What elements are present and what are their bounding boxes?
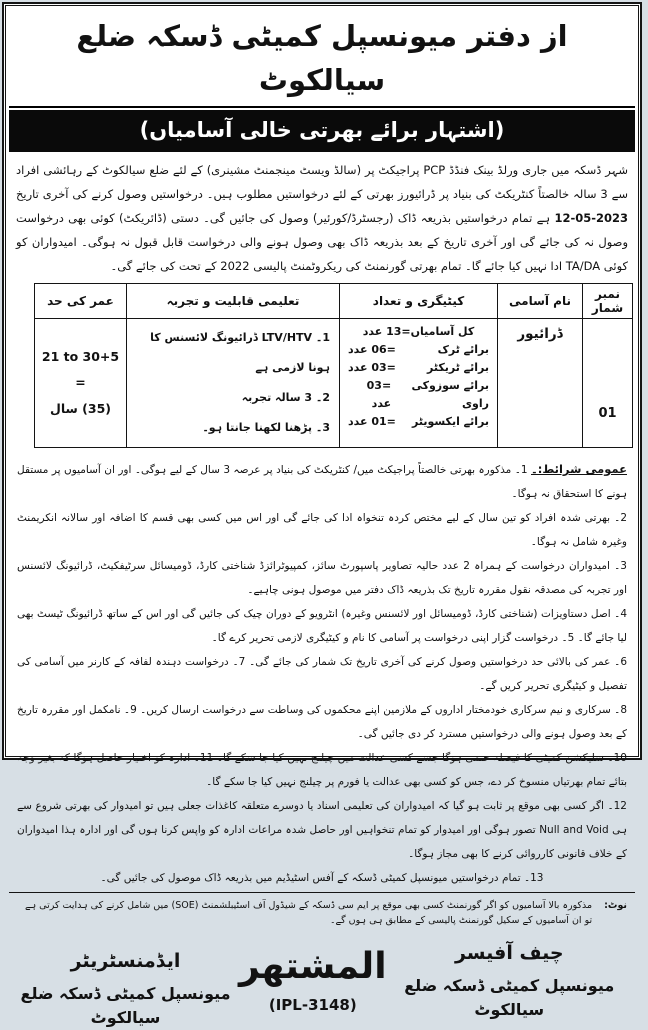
advertiser-title: المشتھر xyxy=(239,946,387,987)
ipl-code: (IPL-3148) xyxy=(268,996,357,1014)
signature-block xyxy=(9,930,635,1030)
signatory-org: میونسپل کمیٹی ڈسکہ ضلع سیالکوٹ xyxy=(404,976,615,1019)
qualification-item: 1۔ LTV/HTV ڈرائیونگ لائسنس کا ہونا لازمی ہے xyxy=(150,331,330,374)
condition-line: 2۔ بھرتی شدہ افراد کو تین سال کے لیے مختص کردہ تنخواہ ادا کی جائے گی اور اس میں کسی بھی قسم کا اضافہ اور سالانہ انکریمنٹ وغیرہ شامل نہ ہوگا۔ xyxy=(17,512,627,548)
condition-line xyxy=(17,457,627,506)
general-conditions xyxy=(9,452,635,892)
masthead xyxy=(9,6,635,108)
col-serial-number: نمبر شمار xyxy=(583,284,633,319)
col-qualification: تعلیمی قابلیت و تجربہ xyxy=(127,284,340,319)
footnote xyxy=(9,892,635,930)
qualification-cell xyxy=(127,319,340,448)
post-name: ڈرائیور xyxy=(498,319,583,448)
ad-outer-frame xyxy=(2,2,642,1027)
category-suzuki-ravi xyxy=(348,377,489,413)
conditions-heading: عمومی شرائط:۔ xyxy=(531,462,627,476)
category-label: برائے ٹرک xyxy=(437,343,489,356)
category-count: =01 عدد xyxy=(348,415,396,428)
signature-chief-officer xyxy=(390,934,629,1030)
table-row xyxy=(35,319,633,448)
page-title: از دفتر میونسپل کمیٹی ڈسکہ ضلع سیالکوٹ xyxy=(76,19,568,97)
category-label: برائے ایکسویٹر xyxy=(412,415,489,428)
condition-text: 1۔ مذکورہ بھرتی خالصتاً پراجیکٹ میں/ کنٹریکٹ کی بنیاد پر عرصہ 3 سال کے لیے ہوگی۔ اور ان آسامیوں پر مستقل ہونے کا استحقاق نہ ہوگا۔ xyxy=(17,464,627,500)
category-label: برائے سوزوکی راوی xyxy=(411,379,489,410)
category-tractor xyxy=(348,359,489,377)
col-category-count: کیٹیگری و تعداد xyxy=(340,284,498,319)
signatory-role: ایڈمنسٹریٹر xyxy=(70,950,181,972)
banner-title: (اشتہار برائے بھرتی خالی آسامیاں) xyxy=(9,110,635,152)
intro-paragraph xyxy=(9,152,635,280)
signatory-org: میونسپل کمیٹی ڈسکہ ضلع سیالکوٹ xyxy=(20,984,231,1027)
serial-number: 01 xyxy=(583,319,633,448)
intro-text-1: شہر ڈسکہ میں جاری ورلڈ بینک فنڈڈ PCP پراجیکٹ پر (سالڈ ویسٹ مینجمنٹ مشینری) کے لئے ضلع سیالکوٹ کے رہائشی افراد سے 3 سالہ خالصتاً کنٹریکٹ کی بنیاد پر ڈرائیورز بھرتی کے لئے درخواستیں مطلوب ہیں۔ درخواستیں وصول کرنے کی آخری تاریخ xyxy=(16,163,628,201)
category-excavator xyxy=(348,413,489,431)
col-post-name: نام آسامی xyxy=(498,284,583,319)
col-age-limit: عمر کی حد xyxy=(35,284,127,319)
total-posts: کل آسامیاں=13 عدد xyxy=(362,325,475,338)
qualification-item: 2۔ 3 سالہ تجربہ xyxy=(241,391,330,404)
category-count: =03 عدد xyxy=(366,379,392,410)
condition-line: 4۔ اصل دستاویزات (شناختی کارڈ، ڈومیسائل اور لائسنس وغیرہ) انٹرویو کے دوران چیک کی جائیں گی اور اس کے ساتھ ڈرائیونگ ٹیسٹ بھی لیا جائے گا۔ 5۔ درخواست گزار اپنی درخواست پر آسامی کا نام و کیٹیگری لازمی تحریر کرے گا۔ xyxy=(17,608,627,644)
condition-line: 8۔ سرکاری و نیم سرکاری خودمختار اداروں کے ملازمین اپنے محکموں کی وساطت سے درخواست ارسال کریں۔ 9۔ نامکمل اور مقررہ تاریخ کے بعد وصول ہونے والی درخواستیں مسترد کر دی جائیں گی۔ xyxy=(17,704,627,740)
category-label: برائے ٹریکٹر xyxy=(427,361,489,374)
category-count: =06 عدد xyxy=(348,343,396,356)
table-header-row xyxy=(35,284,633,319)
note-text: مذکورہ بالا آسامیوں کو اگر گورنمنٹ کسی بھی موقع پر ایم سی ڈسکہ کے شیڈول آف اسٹیبلشمنٹ (SOE) میں شامل کرنے کی ہدایت کرتی ہے تو ان آسامیوں کے سکیل گورنمنٹ پالیسی کے مطابق ہی ہوں گے۔ xyxy=(25,900,593,926)
age-range: 21 to 30+5 = xyxy=(41,349,120,390)
signatory-role: چیف آفیسر xyxy=(454,942,564,964)
newspaper-ad-page xyxy=(0,2,648,1027)
category-cell xyxy=(340,319,498,448)
age-max: (35) سال xyxy=(49,401,112,416)
signature-administrator xyxy=(15,934,236,1030)
deadline-date: 12-05-2023 xyxy=(554,211,628,225)
advertiser-block xyxy=(236,934,390,1030)
age-limit-cell xyxy=(35,319,127,448)
condition-line: 6۔ عمر کی بالائی حد درخواستیں وصول کرنے کی آخری تاریخ تک شمار کی جائے گی۔ 7۔ درخواست دہندہ لفافہ کے کارنر میں آسامی کی تفصیل و کیٹیگری تحریر کریں گے۔ xyxy=(17,656,628,692)
ad-inner-frame xyxy=(5,5,639,1027)
category-count: =03 عدد xyxy=(348,361,396,374)
category-truck xyxy=(348,341,489,359)
qualification-item: 3۔ پڑھنا لکھنا جانتا ہو۔ xyxy=(202,421,330,434)
condition-line: 3۔ امیدواران درخواست کے ہمراہ 2 عدد حالیہ تصاویر پاسپورٹ سائز، کمپیوٹرائزڈ شناختی کارڈ، ڈومیسائل سرٹیفکیٹ، ڈرائیونگ لائسنس اور تجربہ کی مصدقہ نقول مقررہ تاریخ تک بذریعہ ڈاک دفتر میں موصول ہونی چاہیے۔ xyxy=(17,560,627,596)
recruitment-table xyxy=(34,283,633,448)
note-label: نوٹ: xyxy=(604,900,627,911)
intro-text-2: ہے تمام درخواستیں بذریعہ ڈاک (رجسٹرڈ/کورئیر) وصول کی جائیں گی۔ دستی (ڈائریکٹ) کوئی بھی درخواست وصول نہ کی جائے گی اور آخری تاریخ کے بعد بذریعہ ڈاک بھی وصول ہونے والی درخواست قابل قبول نہ ہوگی۔ امیدواران کو کوئی TA/DA ادا نہیں کیا جائے گا۔ تمام بھرتی گورنمنٹ کی ریکروٹمنٹ پالیسی 2022 کے تحت کی جائے گی۔ xyxy=(16,211,628,273)
condition-line: 12۔ اگر کسی بھی موقع پر ثابت ہو گیا کہ امیدواران کی تعلیمی اسناد یا دوسرے متعلقہ کاغذات جعلی ہیں تو امیدوار کی بھرتی شروع سے ہی Null and Void تصور ہوگی اور امیدوار کو تمام تنخواہیں اور حاصل شدہ مراعات ادارہ کو واپس کرنا ہوں گی اور ادارہ ہذا امیدواران کے خلاف قانونی کارروائی کرنے کا بھی مجاز ہوگا۔ xyxy=(17,800,627,860)
condition-line: 10۔ سلیکشن کمیٹی کا فیصلہ حتمی ہوگا جسے کسی عدالت میں چیلنج نہیں کیا جا سکے گا۔ 11۔ ادارہ کو اختیار حاصل ہوگا کہ بغیر وجہ بتائے تمام بھرتیاں منسوخ کر دے، جس کو کسی بھی عدالت یا فورم پر چیلنج نہیں کیا جا سکے گا۔ xyxy=(17,752,627,788)
condition-line: 13۔ تمام درخواستیں میونسپل کمیٹی ڈسکہ کے آفس اسٹیڈیم میں بذریعہ ڈاک موصول کی جائیں گی۔ xyxy=(100,872,544,884)
